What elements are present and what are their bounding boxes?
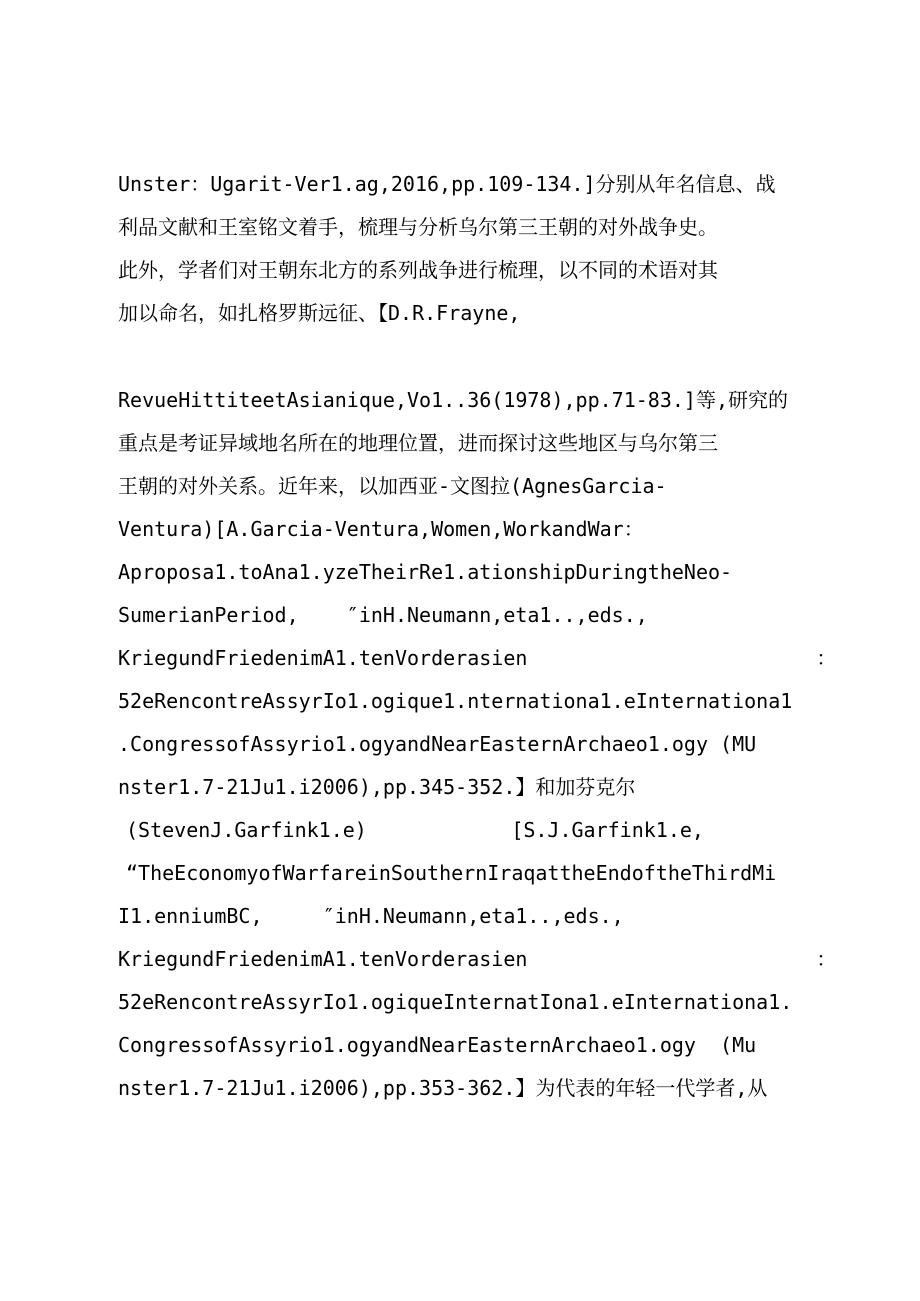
text-line: .CongressofAssyrio1.ogyandNearEasternArchaeo1.ogy (MU [118,732,757,756]
text-line: KriegundFriedenimA1.tenVorderasien ： [118,947,837,971]
text-line: KriegundFriedenimA1.tenVorderasien ： [118,646,837,670]
text-line: 52eRencontreAssyrIo1.ogiqueInternatIona1.eInternationa1. [118,990,793,1014]
text-line: nster1.7-21Ju1.i2006),pp.345-352.】和加芬克尔 [118,775,636,799]
text-line: nster1.7-21Ju1.i2006),pp.353-362.】为代表的年轻一代学者,从 [118,1076,768,1100]
text-line: 王朝的对外关系。近年来，以加西亚-文图拉(AgnesGarcia- [118,474,667,498]
text-line: 重点是考证异域地名所在的地理位置，进而探讨这些地区与乌尔第三 [118,431,718,455]
text-line: “TheEconomyofWarfareinSouthernIraqattheEndoftheThirdMi [126,861,777,885]
text-line: 利品文献和王室铭文着手，梳理与分析乌尔第三王朝的对外战争史。 [118,215,718,239]
text-line: CongressofAssyrio1.ogyandNearEasternArchaeo1.ogy (Mu [118,1033,757,1057]
text-line: Ventura)[A.Garcia-Ventura,Women,WorkandWar： [118,517,644,541]
text-line: (StevenJ.Garfink1.e) [S.J.Garfink1.e, [126,818,704,842]
text-line: 52eRencontreAssyrIo1.ogique1.nternationa1.eInternationa1 [118,689,793,713]
text-line: SumerianPeriod, ″inH.Neumann,eta1..,eds., [118,603,648,627]
text-line: I1.enniumBC, ″inH.Neumann,eta1..,eds., [118,904,624,928]
text-line: 此外，学者们对王朝东北方的系列战争进行梳理，以不同的术语对其 [118,258,718,282]
text-line: RevueHittiteetAsianique,Vo1..36(1978),pp.71-83.]等,研究的 [118,388,789,412]
text-line: Aproposa1.toAna1.yzeTheirRe1.ationshipDuringtheNeo- [118,560,733,584]
text-line: 加以命名，如扎格罗斯远征、【D.R.Frayne, [118,301,521,325]
text-line: Unster：Ugarit-Ver1.ag,2016,pp.109-134.]分别从年名信息、战 [118,172,776,196]
